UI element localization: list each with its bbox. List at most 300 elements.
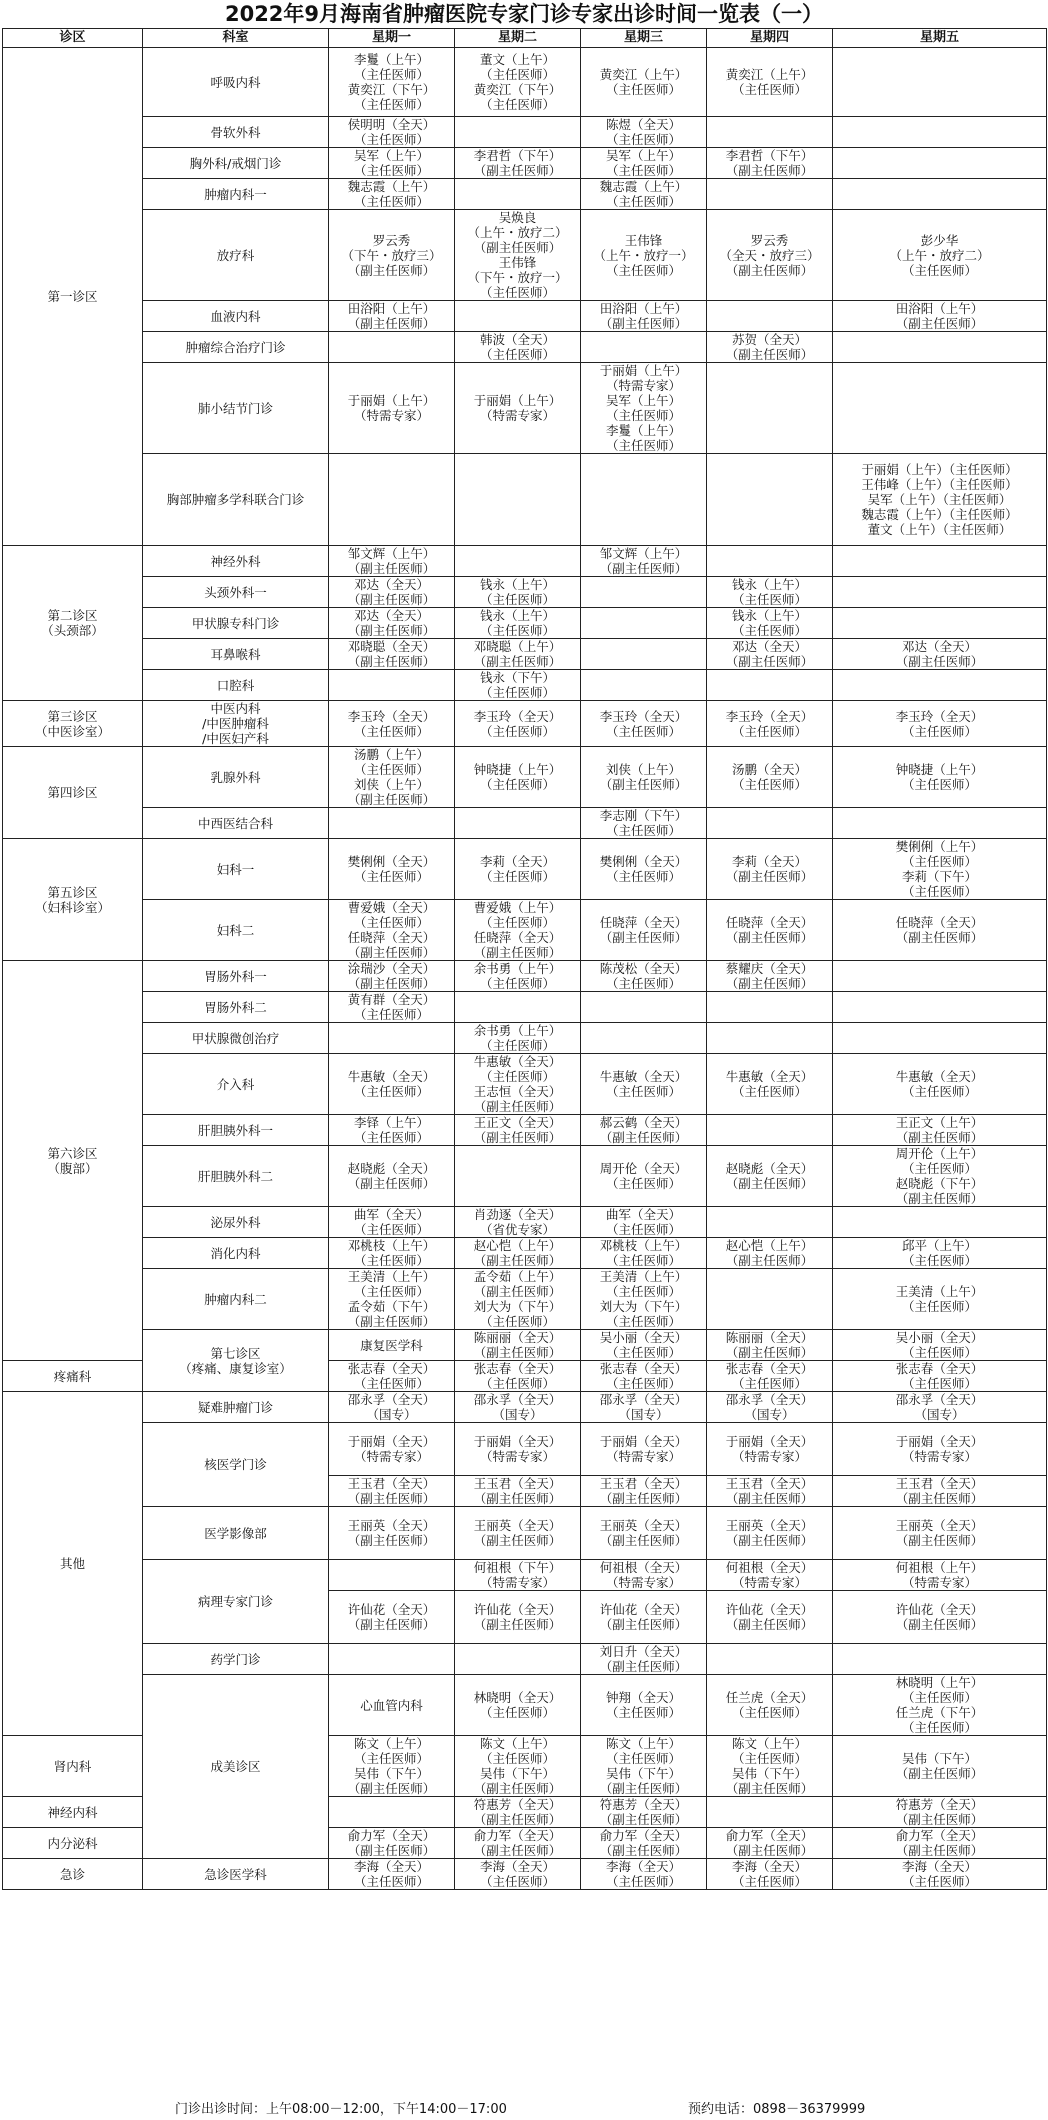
schedule-cell (833, 1797, 1047, 1828)
doctor-line: （主任医师） (479, 1069, 555, 1084)
zone-label: （妇科诊室） (34, 899, 110, 915)
dept-cell (143, 363, 329, 454)
doctor-line: 王正文（上午） (895, 1115, 984, 1130)
schedule-cell (833, 670, 1047, 701)
schedule-cell (329, 1591, 455, 1644)
doctor-line: （主任医师） (731, 1084, 807, 1099)
doctor-line: （主任医师） (731, 777, 807, 792)
doctor-line: 张志春（全天） (473, 1361, 562, 1376)
doctor-line: 钱永（上午） (731, 608, 807, 623)
dept-label: 急诊医学科 (204, 1866, 267, 1882)
schedule-cell (329, 117, 455, 148)
doctor-line: （副主任医师） (473, 1099, 562, 1114)
schedule-cell (581, 117, 707, 148)
schedule-cell (833, 992, 1047, 1023)
schedule-cell (707, 1591, 833, 1644)
schedule-cell (707, 1238, 833, 1269)
schedule-cell (833, 148, 1047, 179)
schedule-cell (329, 1115, 455, 1146)
schedule-table (2, 28, 1047, 1890)
doctor-line: （副主任医师） (347, 1533, 436, 1548)
doctor-line: （主任医师） (479, 592, 555, 607)
doctor-line: 侯明明（全天） (347, 117, 436, 132)
doctor-line: （上午・放疗一） (593, 247, 694, 263)
doctor-line: 赵晓彪（全天） (347, 1161, 436, 1176)
doctor-line: （主任医师） (479, 915, 555, 930)
schedule-cell (455, 1591, 581, 1644)
doctor-line: 李玉玲（全天） (473, 708, 562, 724)
doctor-line: （主任医师） (479, 1705, 555, 1720)
doctor-line: （主任医师） (901, 262, 977, 278)
doctor-line: （副主任医师） (725, 1176, 814, 1191)
doctor-line: （副主任医师） (347, 262, 436, 278)
doctor-line: （副主任医师） (895, 654, 984, 669)
doctor-line: 王美清（上午） (599, 1269, 688, 1284)
header-wed: 星期三 (581, 29, 707, 48)
doctor-line: （副主任医师） (473, 1253, 562, 1268)
doctor-line: （主任医师） (479, 623, 555, 638)
dept-cell (143, 639, 329, 670)
doctor-line: （主任医师） (605, 1084, 681, 1099)
doctor-line: 任兰虎（全天） (725, 1690, 814, 1705)
schedule-cell (833, 900, 1047, 961)
schedule-cell (455, 1507, 581, 1560)
doctor-line: 钟晓捷（上午） (895, 762, 984, 777)
schedule-cell (707, 1269, 833, 1330)
doctor-line: 吴伟（下午） (901, 1751, 977, 1766)
doctor-line: （国专） (366, 1407, 417, 1422)
dept-cell (143, 808, 329, 839)
schedule-cell (707, 747, 833, 808)
doctor-line: 肖劲逐（全天） (473, 1207, 562, 1222)
schedule-cell (329, 1238, 455, 1269)
schedule-cell (455, 48, 581, 117)
schedule-cell (455, 454, 581, 546)
doctor-line: 钱永（下午） (479, 670, 555, 685)
doctor-line: 钟晓捷（上午） (473, 762, 562, 777)
dept-label: 药学门诊 (210, 1651, 261, 1667)
doctor-line: （主任医师） (605, 869, 681, 884)
doctor-line: （特需专家） (479, 408, 555, 423)
doctor-line: （主任医师） (901, 884, 977, 899)
doctor-line: （副主任医师） (725, 163, 814, 178)
doctor-line: 黄奕江（上午） (725, 67, 814, 82)
schedule-cell (581, 808, 707, 839)
doctor-line: （主任医师） (353, 1007, 429, 1022)
doctor-line: （特需专家） (731, 1449, 807, 1464)
doctor-line: 牛惠敏（全天） (473, 1054, 562, 1069)
dept-cell (143, 1207, 329, 1238)
zone-cell (3, 1392, 143, 1736)
zone-label: （中医诊室） (34, 723, 110, 739)
dept-label: 放疗科 (216, 247, 255, 263)
table-row (3, 546, 1047, 577)
doctor-line: 陈丽丽（全天） (725, 1330, 814, 1345)
table-row (3, 639, 1047, 670)
table-row (3, 1423, 1047, 1476)
doctor-line: （主任医师） (731, 1874, 807, 1889)
doctor-line: （副主任医师） (599, 1781, 688, 1796)
doctor-line: （主任医师） (605, 1176, 681, 1191)
doctor-line: （主任医师） (605, 1874, 681, 1889)
doctor-line: （副主任医师） (725, 1617, 814, 1632)
doctor-line: 符惠芳（全天） (473, 1797, 562, 1812)
schedule-cell (329, 301, 455, 332)
doctor-line: （主任医师） (479, 869, 555, 884)
schedule-cell (707, 48, 833, 117)
table-row (3, 992, 1047, 1023)
dept-label: 呼吸内科 (210, 74, 261, 90)
schedule-cell (455, 1644, 581, 1675)
dept-cell (143, 301, 329, 332)
dept-cell (143, 1054, 329, 1115)
schedule-cell (581, 1797, 707, 1828)
header-dept: 科室 (143, 29, 329, 48)
schedule-cell (707, 900, 833, 961)
dept-label: 肿瘤内科一 (204, 186, 267, 202)
doctor-line: （国专） (914, 1407, 965, 1422)
doctor-line: （特需专家） (901, 1449, 977, 1464)
table-row (3, 1054, 1047, 1115)
schedule-cell (329, 1392, 455, 1423)
doctor-line: （副主任医师） (599, 1659, 688, 1674)
schedule-cell (833, 1675, 1047, 1736)
dept-label: 泌尿外科 (210, 1214, 261, 1230)
table-row (3, 179, 1047, 210)
doctor-line: （主任医师） (605, 163, 681, 178)
doctor-line: （副主任医师） (473, 1284, 562, 1299)
doctor-line: 李海（全天） (353, 1859, 429, 1874)
schedule-cell (581, 1560, 707, 1591)
doctor-line: 李莉（下午） (901, 869, 977, 884)
doctor-line: （副主任医师） (599, 561, 688, 576)
schedule-cell (329, 1644, 455, 1675)
schedule-cell (833, 1507, 1047, 1560)
doctor-line: （副主任医师） (473, 1491, 562, 1506)
schedule-cell (707, 577, 833, 608)
header-zone: 诊区 (3, 29, 143, 48)
doctor-line: 吴军（上午） (605, 393, 681, 408)
dept-label: 骨软外科 (210, 124, 261, 140)
table-row (3, 839, 1047, 900)
schedule-cell (581, 48, 707, 117)
dept-label: 中西医结合科 (197, 815, 273, 831)
doctor-line: 樊俐俐（全天） (347, 854, 436, 869)
doctor-line: （全天・放疗三） (719, 247, 820, 263)
dept-label: 乳腺外科 (210, 769, 261, 785)
doctor-line: 王玉君（全天） (895, 1476, 984, 1491)
doctor-line: 刘日升（全天） (599, 1644, 688, 1659)
doctor-line: （副主任医师） (347, 1843, 436, 1858)
schedule-cell (833, 1828, 1047, 1859)
schedule-cell (833, 454, 1047, 546)
doctor-line: （副主任医师） (725, 1345, 814, 1360)
schedule-cell (455, 148, 581, 179)
schedule-cell (581, 1591, 707, 1644)
schedule-cell (329, 701, 455, 747)
doctor-line: （副主任医师） (725, 1533, 814, 1548)
table-row (3, 577, 1047, 608)
dept-cell (143, 1238, 329, 1269)
doctor-line: （主任医师） (353, 762, 429, 777)
schedule-cell (329, 1269, 455, 1330)
doctor-line: 牛惠敏（全天） (725, 1069, 814, 1084)
schedule-cell (329, 332, 455, 363)
schedule-cell (455, 1736, 581, 1797)
doctor-line: （主任医师） (901, 1376, 977, 1391)
doctor-line: 邓桃枝（上午） (347, 1238, 436, 1253)
doctor-line: 许仙花（全天） (473, 1602, 562, 1617)
schedule-cell (581, 1392, 707, 1423)
schedule-cell (833, 546, 1047, 577)
doctor-line: 李海（全天） (731, 1859, 807, 1874)
doctor-line: 符惠芳（全天） (599, 1797, 688, 1812)
schedule-cell (707, 332, 833, 363)
schedule-cell (833, 1476, 1047, 1507)
doctor-line: 李莉（全天） (731, 854, 807, 869)
doctor-line: 王玉君（全天） (725, 1476, 814, 1491)
schedule-cell (329, 839, 455, 900)
doctor-line: 吴伟（下午） (731, 1766, 807, 1781)
table-row (3, 1675, 1047, 1736)
doctor-line: （主任医师） (605, 438, 681, 453)
doctor-line: （副主任医师） (473, 163, 562, 178)
doctor-line: 邵永孚（全天） (895, 1392, 984, 1407)
doctor-line: （副主任医师） (347, 1314, 436, 1329)
schedule-cell (833, 639, 1047, 670)
doctor-line: 曲军（全天） (605, 1207, 681, 1222)
schedule-cell (329, 1736, 455, 1797)
doctor-line: 孟令茹（下午） (347, 1299, 436, 1314)
zone-label: （头颈部） (41, 623, 104, 638)
schedule-cell (833, 747, 1047, 808)
doctor-line: 俞力军（全天） (347, 1828, 436, 1843)
schedule-cell (707, 1644, 833, 1675)
dept-cell (143, 701, 329, 747)
dept-cell (143, 1423, 329, 1507)
dept-cell (329, 1675, 455, 1736)
dept-cell (143, 577, 329, 608)
doctor-line: 汤鹏（上午） (353, 747, 429, 762)
doctor-line: （国专） (744, 1407, 795, 1422)
doctor-line: 俞力军（全天） (725, 1828, 814, 1843)
table-row (3, 900, 1047, 961)
schedule-cell (455, 1797, 581, 1828)
schedule-cell (329, 1023, 455, 1054)
table-row (3, 808, 1047, 839)
doctor-line: （主任医师） (901, 1345, 977, 1360)
doctor-line: （副主任医师） (347, 945, 436, 960)
doctor-line: （上午・放疗二） (467, 225, 568, 240)
doctor-line: 林晓明（全天） (473, 1690, 562, 1705)
doctor-line: 田浴阳（上午） (895, 301, 984, 316)
doctor-line: 邓达（全天） (353, 577, 429, 592)
table-row (3, 48, 1047, 117)
doctor-line: 许仙花（全天） (347, 1602, 436, 1617)
dept-cell (143, 454, 329, 546)
zone-cell (143, 1675, 329, 1859)
schedule-cell (581, 363, 707, 454)
schedule-cell (455, 117, 581, 148)
clinic-hours: 门诊出诊时间：上午08:00－12:00，下午14:00－17:00 (175, 2102, 507, 2117)
doctor-line: 任兰虎（下午） (895, 1705, 984, 1720)
schedule-cell (707, 1146, 833, 1207)
schedule-cell (833, 1146, 1047, 1207)
schedule-cell (581, 1238, 707, 1269)
doctor-line: （主任医师） (479, 723, 555, 739)
dept-cell (143, 1023, 329, 1054)
schedule-cell (329, 210, 455, 301)
doctor-line: （主任医师） (353, 1376, 429, 1391)
schedule-cell (581, 179, 707, 210)
schedule-cell (455, 1023, 581, 1054)
doctor-line: 郝云鹤（全天） (599, 1115, 688, 1130)
schedule-cell (707, 454, 833, 546)
zone-cell (3, 1859, 143, 1890)
page-title: 2022年9月海南省肿瘤医院专家门诊专家出诊时间一览表（一） (224, 2, 824, 26)
schedule-cell (329, 1207, 455, 1238)
doctor-line: 李志刚（下午） (599, 808, 688, 823)
table-row (3, 670, 1047, 701)
schedule-cell (833, 1269, 1047, 1330)
doctor-line: （副主任医师） (599, 1491, 688, 1506)
schedule-cell (455, 839, 581, 900)
dept-label: 胃肠外科一 (204, 968, 267, 984)
doctor-line: （省优专家） (479, 1222, 555, 1237)
dept-label: 肝胆胰外科一 (197, 1122, 273, 1138)
schedule-cell (833, 839, 1047, 900)
dept-cell (143, 1392, 329, 1423)
doctor-line: 牛惠敏（全天） (895, 1069, 984, 1084)
schedule-cell (833, 1560, 1047, 1591)
doctor-line: （主任医师） (605, 1376, 681, 1391)
doctor-line: 于丽娟（上午） (347, 393, 436, 408)
doctor-line: （副主任医师） (599, 1812, 688, 1827)
doctor-line: 俞力军（全天） (473, 1828, 562, 1843)
doctor-line: 王美清（上午） (895, 1284, 984, 1299)
dept-label: 神经外科 (210, 553, 261, 569)
doctor-line: 李海（全天） (479, 1859, 555, 1874)
dept-label: 耳鼻喉科 (210, 646, 261, 662)
schedule-cell (455, 1330, 581, 1361)
schedule-cell (581, 992, 707, 1023)
schedule-cell (455, 747, 581, 808)
doctor-line: （主任医师） (353, 1253, 429, 1268)
schedule-cell (707, 1392, 833, 1423)
table-row (3, 117, 1047, 148)
doctor-line: （主任医师） (901, 723, 977, 739)
schedule-cell (707, 808, 833, 839)
schedule-cell (833, 1207, 1047, 1238)
doctor-line: 吴小丽（全天） (599, 1330, 688, 1345)
doctor-line: 邓桃枝（上午） (599, 1238, 688, 1253)
schedule-body (3, 48, 1047, 1890)
doctor-line: 吴伟（下午） (353, 1766, 429, 1781)
schedule-cell (707, 1207, 833, 1238)
schedule-cell (833, 363, 1047, 454)
doctor-line: 钱永（上午） (731, 577, 807, 592)
doctor-line: （主任医师） (479, 97, 555, 112)
schedule-cell (581, 332, 707, 363)
doctor-line: （主任医师） (605, 823, 681, 838)
doctor-line: 张志春（全天） (347, 1361, 436, 1376)
doctor-line: 吴伟（下午） (479, 1766, 555, 1781)
doctor-line: 刘大为（下午） (473, 1299, 562, 1314)
schedule-cell (329, 1797, 455, 1828)
doctor-line: （副主任医师） (725, 654, 814, 669)
schedule-cell (329, 1476, 455, 1507)
doctor-line: （副主任医师） (473, 1533, 562, 1548)
dept-cell (143, 992, 329, 1023)
dept-label: 口腔科 (216, 677, 255, 693)
doctor-line: （副主任医师） (725, 262, 814, 278)
schedule-cell (329, 1507, 455, 1560)
doctor-line: 刘侠（上午） (605, 762, 681, 777)
doctor-line: 余书勇（上午） (473, 1023, 562, 1038)
doctor-line: （主任医师） (353, 723, 429, 739)
table-row (3, 1644, 1047, 1675)
doctor-line: 陈文（上午） (605, 1736, 681, 1751)
doctor-line: （国专） (492, 1407, 543, 1422)
header-row (3, 29, 1047, 48)
dept-label: 甲状腺专科门诊 (191, 615, 280, 631)
doctor-line: 赵晓彪（下午） (895, 1176, 984, 1191)
doctor-line: （主任医师） (901, 777, 977, 792)
dept-label: 疑难肿瘤门诊 (197, 1399, 273, 1415)
doctor-line: 何祖根（全天） (725, 1560, 814, 1575)
doctor-line: （主任医师） (479, 285, 555, 300)
doctor-line: 王伟峰（上午）（主任医师） (861, 477, 1018, 492)
schedule-cell (455, 639, 581, 670)
doctor-line: 李海（全天） (605, 1859, 681, 1874)
doctor-line: （主任医师） (605, 408, 681, 423)
header-fri: 星期五 (833, 29, 1047, 48)
doctor-line: 吴军（上午） (605, 148, 681, 163)
schedule-cell (707, 1023, 833, 1054)
schedule-cell (707, 148, 833, 179)
doctor-line: （副主任医师） (473, 240, 562, 255)
schedule-cell (581, 701, 707, 747)
table-row (3, 363, 1047, 454)
doctor-line: （副主任医师） (347, 623, 436, 638)
doctor-line: 刘侠（上午） (353, 777, 429, 792)
doctor-line: 陈文（上午） (353, 1736, 429, 1751)
dept-cell (143, 1146, 329, 1207)
schedule-cell (581, 639, 707, 670)
dept-label: 神经内科 (47, 1804, 98, 1820)
doctor-line: 陈文（上午） (731, 1736, 807, 1751)
doctor-line: （主任医师） (353, 869, 429, 884)
dept-label: 疼痛科 (53, 1368, 92, 1384)
booking-phone: 预约电话：0898－36379999 (688, 2102, 866, 2117)
dept-label: 甲状腺微创治疗 (191, 1030, 280, 1046)
doctor-line: （副主任医师） (347, 654, 436, 669)
schedule-cell (581, 608, 707, 639)
schedule-cell (707, 117, 833, 148)
schedule-cell (455, 1828, 581, 1859)
schedule-cell (581, 454, 707, 546)
zone-label: 第一诊区 (47, 289, 98, 304)
doctor-line: （副主任医师） (473, 1843, 562, 1858)
schedule-cell (455, 1115, 581, 1146)
doctor-line: （主任医师） (605, 132, 681, 147)
dept-cell (143, 1644, 329, 1675)
doctor-line: （副主任医师） (895, 1843, 984, 1858)
doctor-line: （主任医师） (901, 1253, 977, 1268)
schedule-cell (707, 670, 833, 701)
schedule-cell (707, 1361, 833, 1392)
schedule-cell (581, 546, 707, 577)
